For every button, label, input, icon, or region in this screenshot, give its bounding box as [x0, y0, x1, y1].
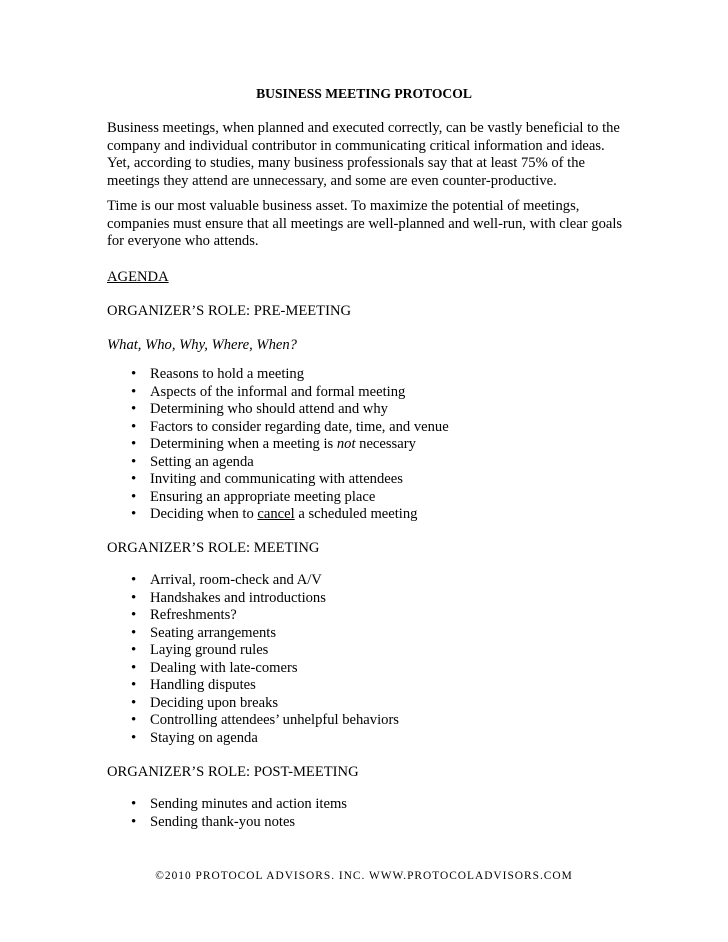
intro-paragraph: Business meetings, when planned and executed correctly, can be vastly beneficial to the company and individual contributor in communicating critical information and ideas. Yet, according to studies, many business professionals say that at least 75% of the meetings they attend are unnecessary, and some are even counter-productive. — [107, 120, 620, 189]
pre-meeting-heading: ORGANIZER’S ROLE: PRE-MEETING — [107, 303, 352, 319]
list-item-text: a scheduled meeting — [294, 506, 418, 522]
post-meeting-heading: ORGANIZER’S ROLE: POST-MEETING — [107, 764, 359, 780]
list-item: • Staying on agenda — [107, 730, 399, 748]
footer-copyright: ©2010 PROTOCOL ADVISORS. INC. WWW.PROTOCOLADVISORS.COM — [155, 870, 573, 882]
list-item-text: Determining when a meeting is — [150, 436, 337, 452]
list-item: • Sending minutes and action items — [107, 796, 347, 814]
emphasis-cancel: cancel — [257, 506, 295, 522]
list-item-text: Deciding when to — [150, 506, 258, 522]
list-item: • Reasons to hold a meeting — [107, 366, 449, 384]
meeting-heading: ORGANIZER’S ROLE: MEETING — [107, 540, 320, 556]
list-item: • Dealing with late-comers — [107, 660, 399, 678]
emphasis-not: not — [336, 436, 356, 452]
list-item: • Handling disputes — [107, 677, 399, 695]
list-item: • Laying ground rules — [107, 642, 399, 660]
agenda-heading: AGENDA — [107, 269, 169, 285]
list-item: • Seating arrangements — [107, 625, 399, 643]
list-item — [107, 506, 449, 524]
list-item: • Setting an agenda — [107, 454, 449, 472]
pre-meeting-list — [107, 366, 449, 524]
list-item-text: necessary — [355, 436, 416, 452]
list-item: • Inviting and communicating with attendees — [107, 471, 449, 489]
list-item: • Handshakes and introductions — [107, 590, 399, 608]
pre-meeting-subheading: What, Who, Why, Where, When? — [107, 337, 297, 353]
list-item: • Controlling attendees’ unhelpful behaviors — [107, 712, 399, 730]
document-title: BUSINESS MEETING PROTOCOL — [256, 86, 472, 101]
list-item: • Arrival, room-check and A/V — [107, 572, 399, 590]
second-paragraph: Time is our most valuable business asset. To maximize the potential of meetings, companies must ensure that all meetings are well-planned and well-run, with clear goals for everyone who attends. — [107, 198, 623, 249]
list-item: • Sending thank-you notes — [107, 814, 347, 832]
meeting-list — [107, 572, 399, 747]
list-item: • Deciding upon breaks — [107, 695, 399, 713]
post-meeting-list — [107, 796, 347, 831]
list-item: • Ensuring an appropriate meeting place — [107, 489, 449, 507]
list-item: • Refreshments? — [107, 607, 399, 625]
list-item — [107, 436, 449, 454]
list-item: • Determining who should attend and why — [107, 401, 449, 419]
list-item: • Aspects of the informal and formal meeting — [107, 384, 449, 402]
list-item: • Factors to consider regarding date, time, and venue — [107, 419, 449, 437]
